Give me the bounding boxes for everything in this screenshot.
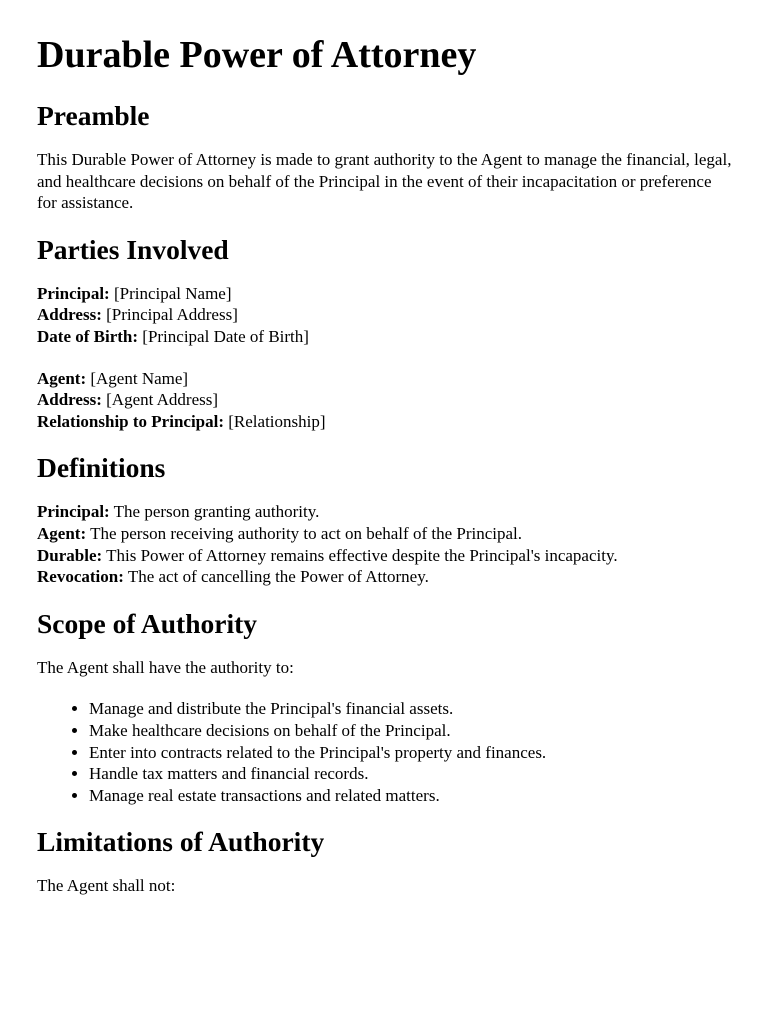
definition-text: This Power of Attorney remains effective despite the Principal's incapacity.: [106, 545, 618, 565]
principal-details: [37, 283, 733, 348]
field-label: Address:: [37, 390, 102, 410]
scope-list: [37, 698, 733, 806]
document-title: Durable Power of Attorney: [37, 34, 477, 76]
list-item: • Handle tax matters and financial records.: [89, 763, 733, 785]
agent-name-line: [37, 368, 733, 390]
field-label: Relationship to Principal:: [37, 411, 225, 431]
definition-item: [37, 523, 733, 545]
preamble-heading: Preamble: [37, 100, 150, 131]
definitions-heading: Definitions: [37, 452, 166, 484]
definition-item: [37, 545, 733, 567]
field-value: [Principal Name]: [113, 283, 232, 303]
preamble-section: [37, 100, 733, 214]
definitions-section: [37, 452, 733, 587]
agent-details: [37, 368, 733, 433]
field-label: Principal:: [37, 283, 110, 303]
parties-heading: Parties Involved: [37, 233, 229, 265]
definition-term: Revocation:: [37, 567, 124, 587]
field-value: [Agent Address]: [106, 390, 219, 410]
principal-dob-line: [37, 326, 733, 348]
definition-item: [37, 566, 733, 588]
agent-address-line: [37, 389, 733, 411]
definition-item: [37, 501, 733, 523]
definition-term: Agent:: [37, 523, 87, 543]
field-value: [Principal Address]: [106, 305, 238, 325]
field-label: Date of Birth:: [37, 326, 139, 346]
scope-heading: Scope of Authority: [37, 607, 257, 639]
scope-section: [37, 608, 733, 807]
scope-intro: The Agent shall have the authority to:: [37, 657, 294, 677]
definition-text: The act of cancelling the Power of Attorney.: [127, 567, 429, 587]
list-item: • Enter into contracts related to the Principal's property and finances.: [89, 742, 733, 764]
definition-term: Principal:: [37, 502, 110, 522]
limitations-intro: The Agent shall not:: [37, 876, 176, 896]
definition-text: The person granting authority.: [113, 502, 320, 522]
definition-text: The person receiving authority to act on behalf of the Principal.: [90, 523, 523, 543]
list-item: • Manage real estate transactions and related matters.: [89, 785, 733, 807]
field-value: [Relationship]: [228, 411, 326, 431]
field-value: [Principal Date of Birth]: [142, 326, 309, 346]
list-item: • Make healthcare decisions on behalf of the Principal.: [89, 720, 733, 742]
preamble-text: This Durable Power of Attorney is made to grant authority to the Agent to manage the financial, legal, and healthcare decisions on behalf of the Principal in the event of their incapacitation or preference for assistance.: [37, 150, 732, 213]
limitations-heading: Limitations of Authority: [37, 826, 325, 858]
definition-term: Durable:: [37, 545, 103, 565]
definitions-list: [37, 501, 733, 587]
principal-address-line: [37, 304, 733, 326]
field-label: Agent:: [37, 368, 87, 388]
agent-relationship-line: [37, 411, 733, 433]
principal-name-line: [37, 283, 733, 305]
parties-section: [37, 234, 733, 433]
field-value: [Agent Name]: [90, 368, 189, 388]
field-label: Address:: [37, 305, 102, 325]
limitations-section: [37, 826, 733, 897]
list-item: • Manage and distribute the Principal's financial assets.: [89, 698, 733, 720]
